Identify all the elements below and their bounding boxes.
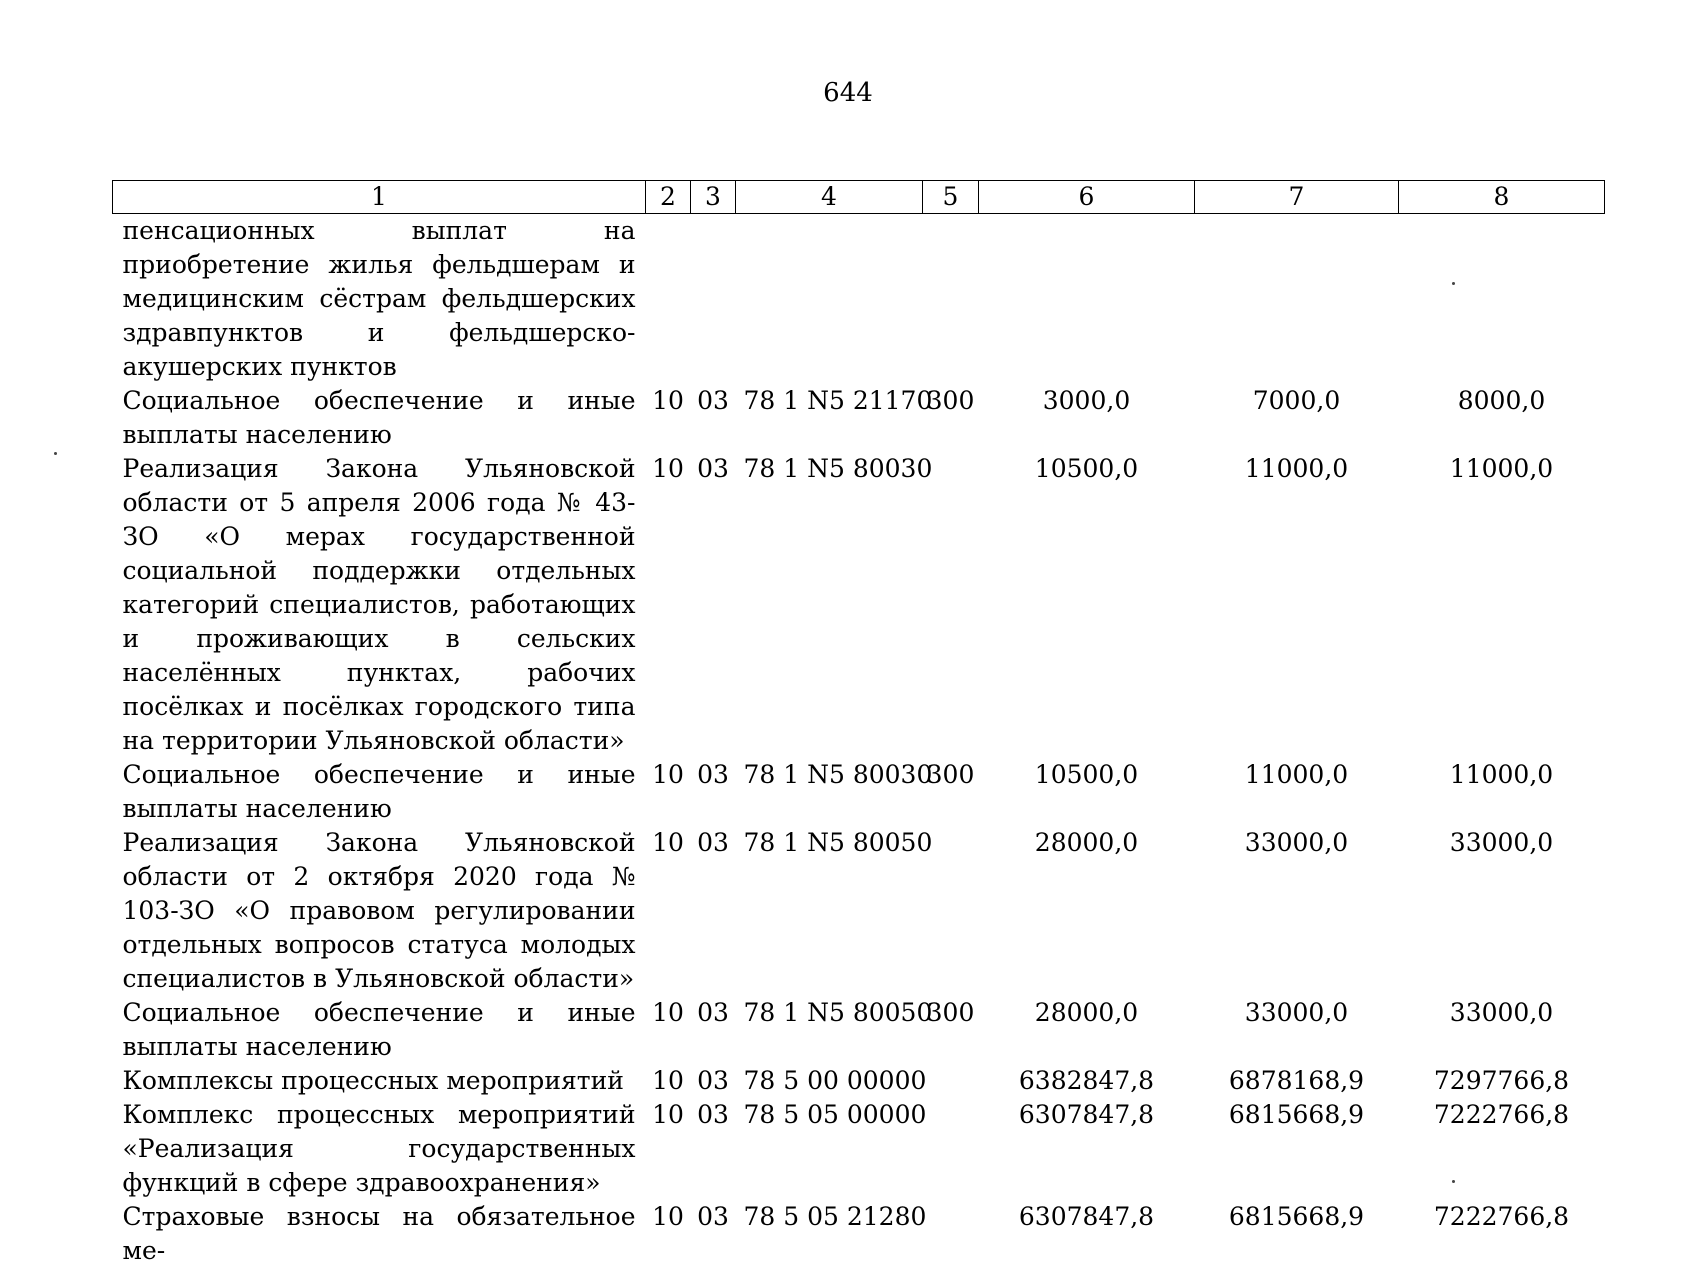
row-amount-col6 [979,214,1195,385]
row-target-code: 78 1 N5 21170 [736,384,923,452]
row-subsection: 03 [691,1200,736,1268]
row-subsection: 03 [691,758,736,826]
table-row [113,826,1605,996]
row-amount-col6: 10500,0 [979,758,1195,826]
row-amount-col7: 11000,0 [1195,452,1399,758]
row-subsection: 03 [691,1064,736,1098]
row-name: Реализация Закона Ульяновской области от 2 октября 2020 года № 103-ЗО «О правовом регулировании отдельных вопросов статуса молодых специалистов в Ульяновской области» [113,826,646,996]
scan-speck [54,452,57,455]
row-amount-col6: 10500,0 [979,452,1195,758]
row-target-code: 78 1 N5 80030 [736,452,923,758]
row-amount-col6: 3000,0 [979,384,1195,452]
row-subsection: 03 [691,452,736,758]
row-subsection: 03 [691,826,736,996]
row-name: Страховые взносы на обязательное ме- [113,1200,646,1268]
header-col-3: 3 [691,181,736,214]
row-amount-col7: 7000,0 [1195,384,1399,452]
row-amount-col7: 6878168,9 [1195,1064,1399,1098]
row-section [646,214,691,385]
row-target-code: 78 1 N5 80050 [736,996,923,1064]
table-row [113,758,1605,826]
table-row [113,384,1605,452]
row-amount-col7: 33000,0 [1195,826,1399,996]
row-amount-col6: 6307847,8 [979,1098,1195,1200]
header-col-1: 1 [113,181,646,214]
row-amount-col8: 7222766,8 [1399,1098,1605,1200]
table-row [113,1098,1605,1200]
page-number: 644 [0,78,1696,108]
row-expense-type: 300 [923,384,979,452]
row-subsection: 03 [691,384,736,452]
row-target-code: 78 1 N5 80050 [736,826,923,996]
row-amount-col7 [1195,214,1399,385]
row-name: Социальное обеспечение и иные выплаты населению [113,996,646,1064]
row-name: Реализация Закона Ульяновской области от 5 апреля 2006 года № 43-ЗО «О мерах государственной социальной поддержки отдельных категорий специалистов, работающих и проживающих в сельских населённых пунктах, рабочих посёлках и посёлках городского типа на территории Ульяновской области» [113,452,646,758]
table-row [113,452,1605,758]
header-col-5: 5 [923,181,979,214]
row-amount-col8: 11000,0 [1399,452,1605,758]
row-target-code [736,214,923,385]
row-subsection: 03 [691,1098,736,1200]
row-expense-type: 300 [923,758,979,826]
table-row [113,1064,1605,1098]
table-header [113,181,1605,214]
scan-speck [1452,1180,1455,1183]
row-amount-col7: 6815668,9 [1195,1200,1399,1268]
row-section: 10 [646,1098,691,1200]
row-amount-col7: 6815668,9 [1195,1098,1399,1200]
row-amount-col8: 8000,0 [1399,384,1605,452]
row-expense-type [923,1200,979,1268]
table-row [113,214,1605,385]
row-section: 10 [646,1064,691,1098]
header-col-2: 2 [646,181,691,214]
row-amount-col8: 33000,0 [1399,826,1605,996]
row-section: 10 [646,826,691,996]
row-amount-col8: 7222766,8 [1399,1200,1605,1268]
row-expense-type [923,214,979,385]
row-section: 10 [646,452,691,758]
row-subsection: 03 [691,996,736,1064]
table-row [113,996,1605,1064]
row-amount-col8: 11000,0 [1399,758,1605,826]
row-amount-col7: 33000,0 [1195,996,1399,1064]
row-amount-col6: 28000,0 [979,826,1195,996]
row-name: Комплекс процессных мероприятий «Реализация государственных функций в сфере здравоохранения» [113,1098,646,1200]
row-expense-type [923,1064,979,1098]
budget-table-container [112,180,1604,1268]
header-row [113,181,1605,214]
row-amount-col8: 7297766,8 [1399,1064,1605,1098]
row-section: 10 [646,1200,691,1268]
row-name: Комплексы процессных мероприятий [113,1064,646,1098]
row-target-code: 78 1 N5 80030 [736,758,923,826]
row-section: 10 [646,758,691,826]
row-amount-col6: 28000,0 [979,996,1195,1064]
table-body [113,214,1605,1268]
row-section: 10 [646,384,691,452]
row-target-code: 78 5 05 00000 [736,1098,923,1200]
row-amount-col8 [1399,214,1605,385]
row-amount-col8: 33000,0 [1399,996,1605,1064]
budget-table [112,180,1605,1268]
row-expense-type: 300 [923,996,979,1064]
table-row [113,1200,1605,1268]
row-name: Социальное обеспечение и иные выплаты населению [113,758,646,826]
header-col-8: 8 [1399,181,1605,214]
row-name: пенсационных выплат на приобретение жилья фельдшерам и медицинским сёстрам фельдшерских здравпунктов и фельдшерско-акушерских пунктов [113,214,646,385]
row-section: 10 [646,996,691,1064]
header-col-7: 7 [1195,181,1399,214]
row-expense-type [923,452,979,758]
row-name: Социальное обеспечение и иные выплаты населению [113,384,646,452]
row-amount-col6: 6307847,8 [979,1200,1195,1268]
row-target-code: 78 5 05 21280 [736,1200,923,1268]
row-amount-col7: 11000,0 [1195,758,1399,826]
row-expense-type [923,1098,979,1200]
row-subsection [691,214,736,385]
scan-speck [1452,282,1455,285]
header-col-4: 4 [736,181,923,214]
row-target-code: 78 5 00 00000 [736,1064,923,1098]
header-col-6: 6 [979,181,1195,214]
row-amount-col6: 6382847,8 [979,1064,1195,1098]
